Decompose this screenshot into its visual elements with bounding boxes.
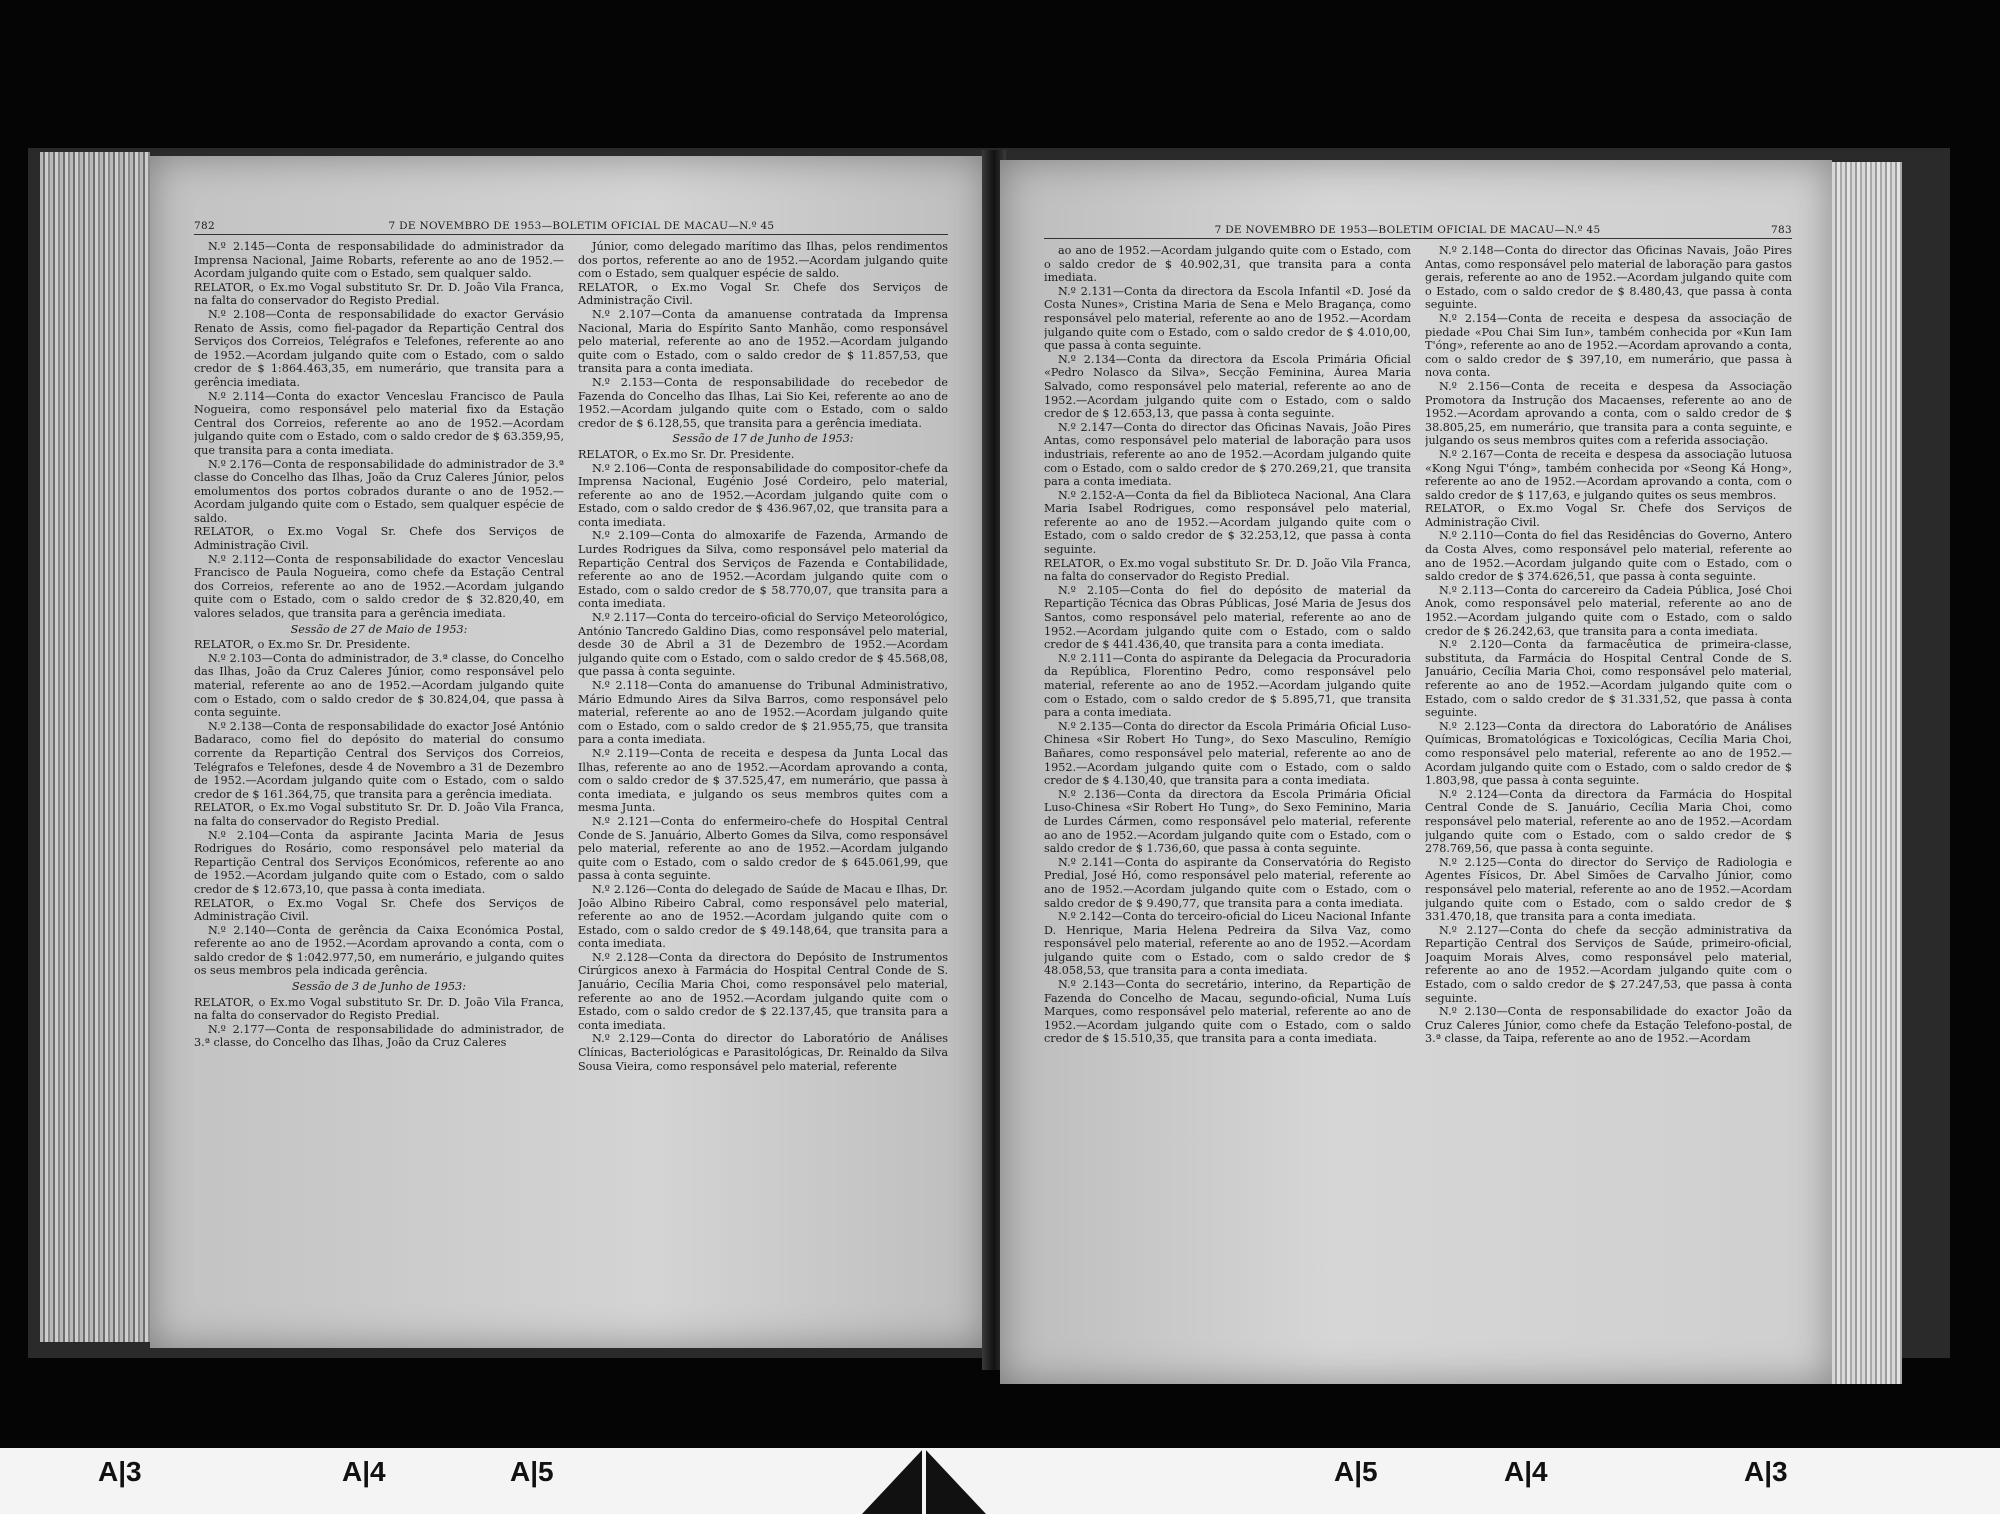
running-title: 7 DE NOVEMBRO DE 1953—BOLETIM OFICIAL DE MACAU—N.º 45 (388, 220, 775, 232)
entry-paragraph: N.º 2.119—Conta de receita e despesa da Junta Local das Ilhas, referente ao ano de 1952.—Acordam aprovando a conta, com o saldo credor de $ 37.525,47, em numerário, que passa à conta imediata, e julgando os seus membros quites com a mesma Junta. (578, 746, 948, 815)
entry-paragraph: N.º 2.127—Conta do chefe da secção administrativa da Repartição Central dos Serviços de Saúde, primeiro-oficial, Joaquim Morais Alves, como responsável pelo material, referente ao ano de 1952.—Acordam julgando quite com o Estado, com o saldo credor de $ 27.247,53, que passa à conta seguinte. (1425, 923, 1792, 1005)
left-page-header (194, 214, 948, 235)
left-column-1 (194, 240, 564, 1318)
entry-paragraph: N.º 2.120—Conta da farmacêutica de primeira-classe, substituta, da Farmácia do Hospital Central Conde de S. Januário, Cecília Maria Choi, como responsável pelo material, referente ao ano de 1952.—Acordam julgando quite com o Estado, com o saldo credor de $ 31.331,52, que passa à conta seguinte. (1425, 638, 1792, 720)
target-label: A|5 (510, 1456, 554, 1487)
right-page-header (1044, 218, 1792, 239)
entry-paragraph: ao ano de 1952.—Acordam julgando quite com o Estado, com o saldo credor de $ 40.902,31, que transita para a conta imediata. (1044, 244, 1411, 285)
entry-paragraph: N.º 2.156—Conta de receita e despesa da Associação Promotora da Instrução dos Macaenses, referente ao ano de 1952.—Acordam aprovando a conta, com o saldo credor de $ 38.805,25, em numerário, que transita para a conta seguinte, e julgando os seus membros quites com a referida associação. (1425, 379, 1792, 448)
target-label: A|3 (98, 1456, 142, 1487)
entry-paragraph: N.º 2.176—Conta de responsabilidade do administrador de 3.ª classe do Concelho das Ilhas, João da Cruz Caleres Júnior, pelos emolumentos dos portos cobrados durante o ano de 1952.—Acordam julgando quite com o Estado, sem qualquer espécie de saldo. (194, 457, 564, 525)
entry-paragraph: N.º 2.130—Conta de responsabilidade do exactor João da Cruz Caleres Júnior, como chefe da Estação Telefono-postal, de 3.ª classe, da Taipa, referente ao ano de 1952.—Acordam (1425, 1005, 1792, 1046)
entry-paragraph: N.º 2.131—Conta da directora da Escola Infantil «D. José da Costa Nunes», Cristina Maria de Sena e Melo Bragança, como responsável pelo material, referente ao ano de 1952.—Acordam julgando quite com o Estado, com o saldo credor de $ 4.010,00, que passa à conta seguinte. (1044, 284, 1411, 353)
entry-paragraph: N.º 2.145—Conta de responsabilidade do administrador da Imprensa Nacional, Jaime Robarts, referente ao ano de 1952.—Acordam julgando quite com o Estado, sem qualquer saldo. (194, 240, 564, 281)
entry-paragraph: N.º 2.109—Conta do almoxarife de Fazenda, Armando de Lurdes Rodrigues da Silva, como responsável pelo material da Repartição Central dos Serviços de Fazenda e Contabilidade, referente ao ano de 1952.—Acordam julgando quite com o Estado, com o saldo credor de $ 58.770,07, que transita para a conta imediata. (578, 529, 948, 611)
entry-paragraph: N.º 2.113—Conta do carcereiro da Cadeia Pública, José Choi Anok, como responsável pelo material, referente ao ano de 1952.—Acordam julgando quite com o Estado, com o saldo credor de $ 26.242,63, que transita para a conta imediata. (1425, 583, 1792, 638)
film-target-strip (0, 1448, 2000, 1514)
entry-paragraph: N.º 2.126—Conta do delegado de Saúde de Macau e Ilhas, Dr. João Albino Ribeiro Cabral, como responsável pelo material, referente ao ano de 1952.—Acordam julgando quite com o Estado, com o saldo credor de $ 49.148,64, que transita para a conta imediata. (578, 882, 948, 951)
entry-paragraph: N.º 2.152-A—Conta da fiel da Biblioteca Nacional, Ana Clara Maria Isabel Rodrigues, como responsável pelo material, referente ao ano de 1952.—Acordam julgando quite com o Estado, com o saldo credor de $ 32.253,12, que passa à conta seguinte. (1044, 488, 1411, 557)
relator-line: RELATOR, o Ex.mo Vogal substituto Sr. Dr. D. João Vila Franca, na falta do conservador do Registo Predial. (194, 801, 564, 828)
relator-line: RELATOR, o Ex.mo Sr. Dr. Presidente. (194, 638, 411, 652)
target-label: A|4 (342, 1456, 386, 1487)
entry-paragraph: N.º 2.136—Conta da directora da Escola Primária Oficial Luso-Chinesa «Sir Robert Ho Tung», do Sexo Feminino, Maria de Lurdes Cármen, como responsável pelo material, referente ao ano de 1952.—Acordam julgando quite com o Estado, com o saldo credor de $ 1.736,60, que passa à conta seguinte. (1044, 787, 1411, 856)
entry-paragraph: N.º 2.114—Conta do exactor Venceslau Francisco de Paula Nogueira, como responsável pelo material fixo da Estação Central dos Correios, referente ao ano de 1952.—Acordam julgando quite com o Estado, com o saldo credor de $ 63.359,95, que transita para a conta imediata. (194, 389, 564, 457)
entry-paragraph: N.º 2.154—Conta de receita e despesa da associação de piedade «Pou Chai Sim Iun», também conhecida por «Kun Iam T'óng», referente ao ano de 1952.—Acordam aprovando a conta, com o saldo credor de $ 397,10, em numerário, que passa à nova conta. (1425, 311, 1792, 380)
entry-paragraph: N.º 2.106—Conta de responsabilidade do compositor-chefe da Imprensa Nacional, Eugénio José Cordeiro, pelo material, referente ao ano de 1952.—Acordam julgando quite com o Estado, com o saldo credor de $ 436.967,02, que transita para a conta imediata. (578, 461, 948, 529)
target-label: A|5 (1334, 1456, 1378, 1487)
page-number: 782 (194, 220, 215, 232)
entry-paragraph: N.º 2.104—Conta da aspirante Jacinta Maria de Jesus Rodrigues do Rosário, como responsável pelo material da Repartição Central dos Serviços Económicos, referente ao ano de 1952.—Acordam julgando quite com o Estado, com o saldo credor de $ 12.673,10, que passa à conta imediata. (194, 828, 564, 896)
target-label: A|4 (1504, 1456, 1548, 1487)
relator-line: RELATOR, o Ex.mo Vogal substituto Sr. Dr. D. João Vila Franca, na falta do conservador do Registo Predial. (194, 280, 564, 308)
entry-paragraph: N.º 2.117—Conta do terceiro-oficial do Serviço Meteorológico, António Tancredo Galdino Dias, como responsável pelo material, desde 30 de Abril a 31 de Dezembro de 1952.—Acordam julgando quite com o Estado, com o saldo credor de $ 45.568,08, que passa à conta seguinte. (578, 611, 948, 679)
entry-paragraph: N.º 2.167—Conta de receita e despesa da associação lutuosa «Kong Ngui T'óng», também conhecida por «Seong Ká Hong», referente ao ano de 1952.—Acordam aprovando a conta, com o saldo credor de $ 117,63, e julgando quites os seus membros. (1425, 447, 1792, 502)
target-label: A|3 (1744, 1456, 1788, 1487)
entry-paragraph: N.º 2.123—Conta da directora do Laboratório de Análises Químicas, Bromatológicas e Toxicológicas, Cecília Maria Choi, como responsável pelo material, referente ao ano de 1952.—Acordam julgando quite com o Estado, com o saldo credor de $ 1.803,98, que passa à conta seguinte. (1425, 719, 1792, 788)
left-page (150, 156, 988, 1348)
left-column-2 (578, 240, 948, 1318)
relator-line: RELATOR, o Ex.mo Vogal Sr. Chefe dos Serviços de Administração Civil. (578, 280, 948, 308)
entry-paragraph: N.º 2.128—Conta da directora do Depósito de Instrumentos Cirúrgicos anexo à Farmácia do Hospital Central Conde de S. Januário, Cecília Maria Choi, como responsável pelo material, referente ao ano de 1952.—Acordam julgando quite com o Estado, com o saldo credor de $ 22.137,45, que transita para a conta imediata. (578, 950, 948, 1032)
entry-paragraph: N.º 2.111—Conta do aspirante da Delegacia da Procuradoria da República, Florentino Pedro, como responsável pelo material, referente ao ano de 1952.—Acordam julgando quite com o Estado, com o saldo credor de $ 5.895,71, que transita para a conta imediata. (1044, 651, 1411, 720)
page-number: 783 (1771, 224, 1792, 236)
entry-paragraph: N.º 2.134—Conta da directora da Escola Primária Oficial «Pedro Nolasco da Silva», Secção Feminina, Áurea Maria Salvado, como responsável pelo material, referente ao ano de 1952.—Acordam julgando quite com o Estado, com o saldo credor de $ 12.653,13, que passa à conta seguinte. (1044, 352, 1411, 421)
entry-paragraph: N.º 2.147—Conta do director das Oficinas Navais, João Pires Antas, como responsável pelo material de laboração para usos industriais, referente ao ano de 1952.—Acordam julgando quite com o Estado, com o saldo credor de $ 270.269,21, que transita para a conta imediata. (1044, 420, 1411, 489)
center-line (922, 1448, 926, 1514)
session-heading: Sessão de 27 de Maio de 1953: (290, 622, 468, 636)
relator-line: RELATOR, o Ex.mo vogal substituto Sr. Dr. D. João Vila Franca, na falta do conservador do Registo Predial. (1044, 556, 1411, 584)
session-heading: Sessão de 3 de Junho de 1953: (291, 980, 467, 994)
entry-paragraph: N.º 2.153—Conta de responsabilidade do recebedor de Fazenda do Concelho das Ilhas, Lai Sio Kei, referente ao ano de 1952.—Acordam julgando quite com o Estado, com o saldo credor de $ 6.128,55, que transita para a gerência imediata. (578, 375, 948, 430)
entry-paragraph: N.º 2.140—Conta de gerência da Caixa Económica Postal, referente ao ano de 1952.—Acordam aprovando a conta, com o saldo credor de $ 1:042.977,50, em numerário, e julgando quites os seus membros pela indicada gerência. (194, 923, 564, 978)
entry-paragraph: N.º 2.135—Conta do director da Escola Primária Oficial Luso-Chinesa «Sir Robert Ho Tung», do Sexo Masculino, Remígio Bañares, como responsável pelo material, referente ao ano de 1952.—Acordam julgando quite com o Estado, com o saldo credor de $ 4.130,40, que transita para a conta imediata. (1044, 719, 1411, 788)
entry-paragraph: N.º 2.141—Conta do aspirante da Conservatória do Registo Predial, José Hó, como responsável pelo material, referente ao ano de 1952.—Acordam julgando quite com o Estado, com o saldo credor de $ 9.490,77, que transita para a conta imediata. (1044, 855, 1411, 910)
entry-paragraph: N.º 2.142—Conta do terceiro-oficial do Liceu Nacional Infante D. Henrique, Maria Helena Pedreira da Silva Vaz, como responsável pelo material, referente ao ano de 1952.—Acordam julgando quite com o Estado, com o saldo credor de $ 48.058,53, que transita para a conta imediata. (1044, 910, 1411, 978)
entry-paragraph: N.º 2.110—Conta do fiel das Residências do Governo, Antero da Costa Alves, como responsável pelo material, referente ao ano de 1952.—Acordam julgando quite com o Estado, com o saldo credor de $ 374.626,51, que passa à conta seguinte. (1425, 529, 1792, 584)
entry-paragraph: Júnior, como delegado marítimo das Ilhas, pelos rendimentos dos portos, referente ao ano de 1952.—Acordam julgando quite com o Estado, sem qualquer espécie de saldo. (578, 240, 948, 281)
entry-paragraph: N.º 2.121—Conta do enfermeiro-chefe do Hospital Central Conde de S. Januário, Alberto Gomes da Silva, como responsável pelo material, referente ao ano de 1952.—Acordam julgando quite com o Estado, com o saldo credor de $ 645.061,99, que passa à conta seguinte. (578, 814, 948, 883)
entry-paragraph: N.º 2.148—Conta do director das Oficinas Navais, João Pires Antas, como responsável pelo material de laboração para gastos gerais, referente ao ano de 1952.—Acordam julgando quite com o Estado, com o saldo credor de $ 8.480,43, que passa à conta seguinte. (1425, 244, 1792, 312)
page-stack-right (1832, 162, 1902, 1384)
right-page-columns (1044, 244, 1792, 1354)
relator-line: RELATOR, o Ex.mo Vogal substituto Sr. Dr. D. João Vila Franca, na falta do conservador do Registo Predial. (194, 995, 564, 1023)
entry-paragraph: N.º 2.125—Conta do director do Serviço de Radiologia e Agentes Físicos, Dr. Abel Simões de Carvalho Júnior, como responsável pelo material, referente ao ano de 1952.—Acordam julgando quite com o Estado, com o saldo credor de $ 331.470,18, que transita para a conta imediata. (1425, 855, 1792, 924)
running-title: 7 DE NOVEMBRO DE 1953—BOLETIM OFICIAL DE MACAU—N.º 45 (1214, 224, 1601, 236)
entry-paragraph: N.º 2.107—Conta da amanuense contratada da Imprensa Nacional, Maria do Espírito Santo Manhão, como responsável pelo material, referente ao ano de 1952.—Acordam julgando quite com o Estado, com o saldo credor de $ 11.857,53, que transita para a conta imediata. (578, 307, 948, 376)
right-column-2 (1425, 244, 1792, 1354)
entry-paragraph: N.º 2.108—Conta de responsabilidade do exactor Gervásio Renato de Assis, como fiel-pagador da Repartição Central dos Serviços dos Correios, Telégrafos e Telefones, referente ao ano de 1952.—Acordam julgando quite com o Estado, com o saldo credor de $ 1:864.463,35, em numerário, que transita para a gerência imediata. (194, 307, 564, 389)
session-heading: Sessão de 17 de Junho de 1953: (672, 432, 854, 446)
page-stack-left (40, 152, 150, 1342)
right-column-1 (1044, 244, 1411, 1354)
entry-paragraph: N.º 2.105—Conta do fiel do depósito de material da Repartição Técnica das Obras Públicas, José Maria de Jesus dos Santos, como responsável pelo material, referente ao ano de 1952.—Acordam julgando quite com o Estado, com o saldo credor de $ 441.436,40, que transita para a conta imediata. (1044, 583, 1411, 652)
entry-paragraph: N.º 2.103—Conta do administrador, de 3.ª classe, do Concelho das Ilhas, João da Cruz Caleres Júnior, como responsável pelo material, referente ao ano de 1952.—Acordam julgando quite com o Estado, com o saldo credor de $ 30.824,04, que passa à conta seguinte. (194, 651, 564, 720)
entry-paragraph: N.º 2.143—Conta do secretário, interino, da Repartição de Fazenda do Concelho de Macau, segundo-oficial, Numa Luís Marques, como responsável pelo material, referente ao ano de 1952.—Acordam julgando quite com o Estado, com o saldo credor de $ 15.510,35, que transita para a conta imediata. (1044, 978, 1411, 1046)
entry-paragraph: N.º 2.112—Conta de responsabilidade do exactor Venceslau Francisco de Paula Nogueira, como chefe da Estação Central dos Correios, referente ao ano de 1952.—Acordam julgando quite com o Estado, com o saldo credor de $ 32.820,40, em valores selados, que transita para a gerência imediata. (194, 552, 564, 621)
relator-line: RELATOR, o Ex.mo Vogal Sr. Chefe dos Serviços de Administração Civil. (1425, 502, 1792, 529)
entry-paragraph: N.º 2.138—Conta de responsabilidade do exactor José António Badaraco, como fiel do depósito do material do consumo corrente da Repartição Central dos Serviços dos Correios, Telégrafos e Telefones, desde 4 de Novembro a 31 de Dezembro de 1952.—Acordam julgando quite com o Estado, com o saldo credor de $ 161.364,75, que transita para a gerência imediata. (194, 719, 564, 801)
relator-line: RELATOR, o Ex.mo Sr. Dr. Presidente. (578, 447, 795, 461)
relator-line: RELATOR, o Ex.mo Vogal Sr. Chefe dos Serviços de Administração Civil. (194, 525, 564, 553)
entry-paragraph: N.º 2.124—Conta da directora da Farmácia do Hospital Central Conde de S. Januário, Cecília Maria Choi, como responsável pelo material, referente ao ano de 1952.—Acordam julgando quite com o Estado, com o saldo credor de $ 278.769,56, que passa à conta seguinte. (1425, 787, 1792, 856)
relator-line: RELATOR, o Ex.mo Vogal Sr. Chefe dos Serviços de Administração Civil. (194, 896, 564, 924)
entry-paragraph: N.º 2.118—Conta do amanuense do Tribunal Administrativo, Mário Edmundo Aires da Silva Barros, como responsável pelo material, referente ao ano de 1952.—Acordam julgando quite com o Estado, com o saldo credor de $ 21.955,75, que transita para a conta imediata. (578, 679, 948, 747)
entry-paragraph: N.º 2.129—Conta do director do Laboratório de Análises Clínicas, Bacteriológicas e Parasitológicas, Dr. Reinaldo da Silva Sousa Vieira, como responsável pelo material, referente (578, 1032, 948, 1073)
entry-paragraph: N.º 2.177—Conta de responsabilidade do administrador, de 3.ª classe, do Concelho das Ilhas, João da Cruz Caleres (194, 1022, 564, 1050)
right-page (1000, 160, 1832, 1384)
left-page-columns (194, 240, 948, 1318)
